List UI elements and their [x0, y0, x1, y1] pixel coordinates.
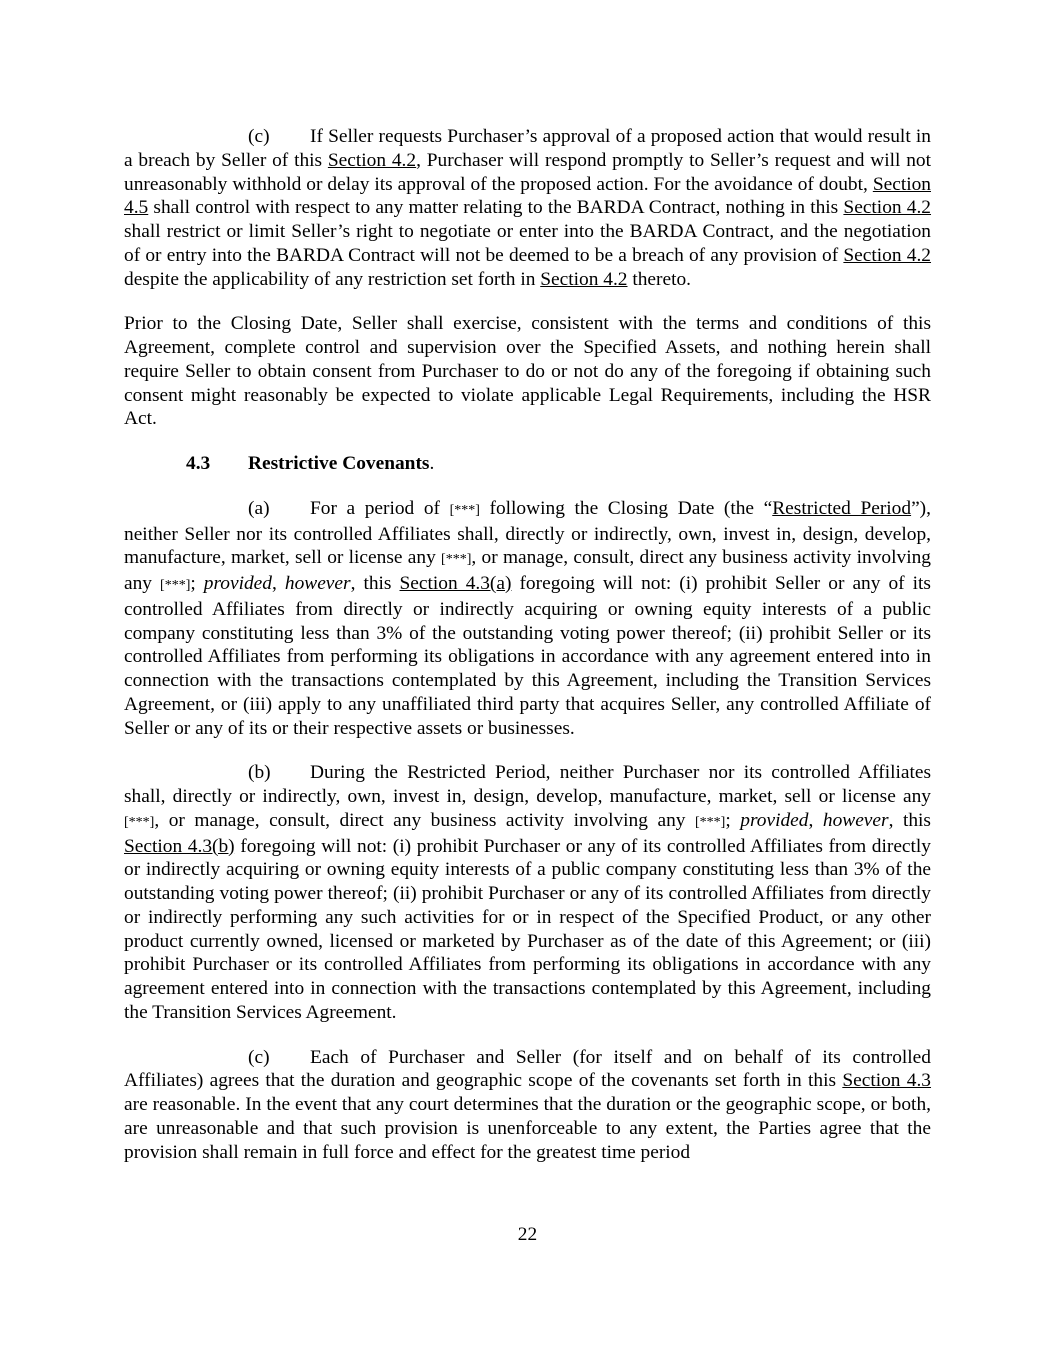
italic-text: provided	[203, 573, 272, 594]
page-number: 22	[517, 1224, 538, 1245]
italic-text: however	[284, 573, 351, 594]
paragraph	[124, 761, 931, 1024]
paragraph	[124, 497, 931, 741]
paragraph-label: (c)	[248, 1046, 270, 1068]
paragraph	[124, 1046, 931, 1165]
paragraph-label: (c)	[248, 126, 270, 147]
text-run: foregoing will not: (i) prohibit Seller or any of its controlled Affiliates from directly or indirectly acquiring or owning equity interests of a public company constituting less than 3% of the outstanding voting power thereof; (ii) prohibit Seller or its controlled Affiliates from performing its obligations in accordance with any agreement entered into in connection with the transactions contemplated by this Agreement, including the Transition Services Agreement, or (iii) apply to any unaffiliated third party that acquires Seller, any controlled Affiliate of Seller or any of its or their respective assets or businesses.	[124, 573, 931, 739]
section-title-suffix: .	[429, 453, 435, 474]
italic-text: however	[822, 809, 889, 831]
section-number: 4.3	[186, 453, 211, 474]
paragraph-label: (b)	[248, 762, 271, 784]
section-heading	[186, 452, 931, 476]
text-run: , or manage, consult, direct any business activity involving any	[124, 547, 931, 594]
text-run: despite the applicability of any restriction set forth in	[124, 268, 541, 290]
text-run: For a period of	[310, 497, 450, 519]
paragraph	[124, 312, 931, 431]
section-title: Restrictive Covenants	[248, 453, 430, 474]
text-run: During the Restricted Period, neither Purchaser nor its controlled Affiliates shall, directly or indirectly, own, invest in, design, develop, manufacture, market, sell or license any	[124, 762, 931, 807]
section-reference: Section 4.3	[842, 1070, 932, 1092]
text-run: ,	[808, 809, 823, 831]
text-run: , or manage, consult, direct any business activity involving any	[154, 809, 696, 831]
text-run: ,	[272, 573, 285, 594]
section-reference: Section 4.5	[124, 173, 931, 219]
text-run: ;	[190, 573, 204, 594]
section-reference: Section 4.3(a)	[399, 573, 512, 594]
redaction-marker: [***]	[160, 578, 191, 593]
text-run: , this	[888, 809, 931, 831]
section-reference: Section 4.2	[843, 197, 932, 219]
text-run: are reasonable. In the event that any court determines that the duration or the geographic scope, or both, are unreasonable and that such provision is unenforceable to any extent, the Parties agree that the provision shall remain in full force and effect for the greatest time period	[124, 1094, 931, 1163]
redaction-marker: [***]	[124, 814, 155, 830]
section-reference: Section 4.2	[327, 149, 417, 171]
section-reference: Section 4.2	[540, 268, 628, 290]
text-run: , Purchaser will respond promptly to Seller’s request and will not unreasonably withhold or delay its approval of the proposed action. For the avoidance of doubt,	[124, 149, 931, 195]
redaction-marker: [***]	[449, 502, 480, 518]
text-run: Prior to the Closing Date, Seller shall exercise, consistent with the terms and conditions of this Agreement, complete control and supervision over the Specified Assets, and nothing herein shall require Seller to obtain consent from Purchaser to do or not do any of the foregoing if obtaining such consent might reasonably be expected to violate applicable Legal Requirements, including the HSR Act.	[124, 313, 931, 430]
text-run: foregoing will not: (i) prohibit Purchaser or any of its controlled Affiliates from directly or indirectly acquiring or owning equity interests of a public company constituting less than 3% of the outstanding voting power thereof; (ii) prohibit Purchaser or any of its controlled Affiliates from directly or indirectly performing any such activities for or in respect of the Specified Product, or any other product currently owned, licensed or marketed by Purchaser as of the date of this Agreement; or (iii) prohibit Purchaser or its controlled Affiliates from performing its obligations in accordance with any agreement entered into in connection with the transactions contemplated by this Agreement, including the Transition Services Agreement.	[124, 835, 931, 1023]
text-run: , this	[350, 573, 400, 594]
redaction-marker: [***]	[695, 814, 726, 830]
paragraph-label: (a)	[248, 497, 270, 519]
redaction-marker: [***]	[441, 552, 472, 568]
text-run: following the Closing Date (the “	[479, 497, 773, 519]
text-run: Each of Purchaser and Seller (for itself and on behalf of its controlled Affiliates) agrees that the duration and geographic scope of the covenants set forth in this	[124, 1046, 931, 1092]
text-run: shall restrict or limit Seller’s right to negotiate or enter into the BARDA Contract, and the negotiation of or entry into the BARDA Contract will not be deemed to be a breach of any provision of	[124, 221, 931, 266]
text-run: ;	[725, 809, 741, 831]
italic-text: provided	[740, 809, 809, 831]
text-run: thereto.	[627, 268, 692, 290]
document-body	[124, 125, 931, 1185]
text-run: shall control with respect to any matter relating to the BARDA Contract, nothing in this	[148, 197, 844, 219]
text-run: If Seller requests Purchaser’s approval of a proposed action that would result in a breach by Seller of this	[124, 126, 931, 171]
section-reference: Section 4.3(b)	[124, 835, 235, 857]
paragraph	[124, 125, 931, 291]
section-reference: Restricted Period	[772, 497, 912, 519]
text-run: ”), neither Seller nor its controlled Affiliates shall, directly or indirectly, own, invest in, design, develop, manufacture, market, sell or license any	[124, 497, 931, 569]
section-reference: Section 4.2	[843, 244, 932, 266]
